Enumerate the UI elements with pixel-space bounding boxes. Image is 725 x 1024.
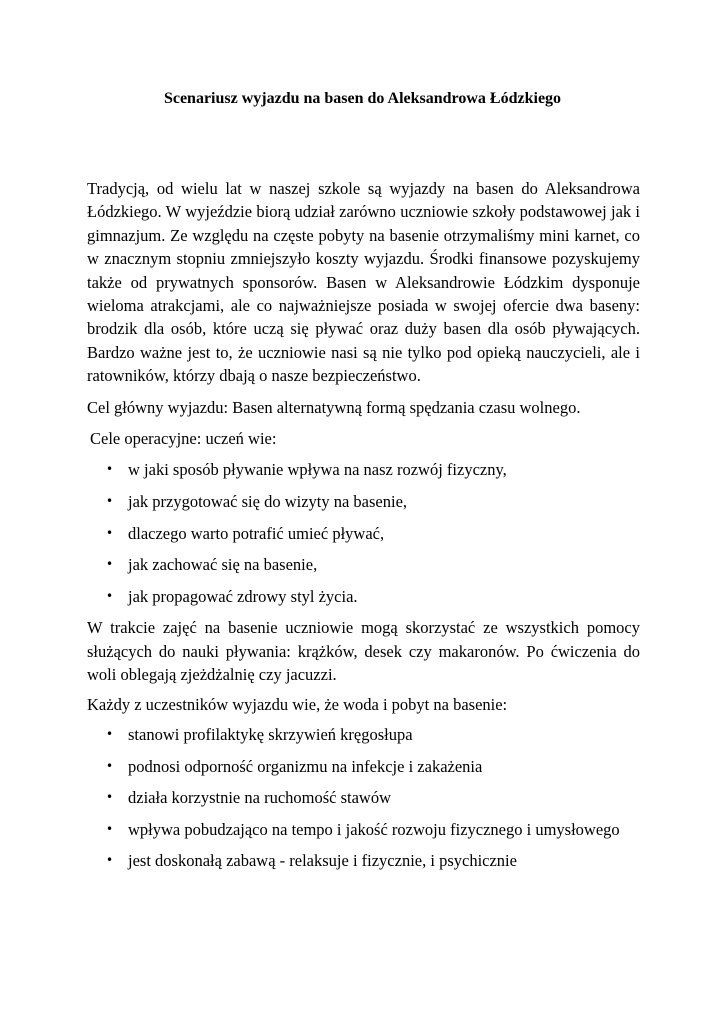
- bullet-icon: •: [106, 462, 114, 477]
- list-item-text: jak propagować zdrowy styl życia.: [128, 586, 358, 606]
- list-item: [87, 818, 640, 841]
- list-item-text: w jaki sposób pływanie wpływa na nasz rozwój fizyczny,: [128, 460, 507, 480]
- list-item-text: stanowi profilaktykę skrzywień kręgosłupa: [128, 725, 413, 745]
- list-item-text: wpływa pobudzająco na tempo i jakość rozwoju fizycznego i umysłowego: [128, 819, 620, 839]
- list-item: [87, 723, 640, 746]
- document-body: [87, 177, 640, 881]
- main-goal-paragraph: Cel główny wyjazdu: Basen alternatywną formą spędzania czasu wolnego.: [87, 397, 581, 417]
- pool-activities-paragraph: W trakcie zajęć na basenie uczniowie mogą skorzystać ze wszystkich pomocy służących do nauki pływania: krążków, desek czy makaronów. Po ćwiczenia do woli oblegają zjeżdżalnię czy jacuzzi.: [87, 618, 640, 685]
- list-item-text: jak przygotować się do wizyty na basenie,: [128, 492, 408, 512]
- list-item-text: jest doskonałą zabawą - relaksuje i fizycznie, i psychicznie: [128, 851, 517, 871]
- list-item: [87, 585, 640, 608]
- list-item: [87, 755, 640, 778]
- bullet-icon: •: [106, 758, 114, 773]
- bullet-icon: •: [106, 588, 114, 603]
- page-title: Scenariusz wyjazdu na basen do Aleksandrowa Łódzkiego: [163, 90, 562, 107]
- bullet-icon: •: [106, 525, 114, 540]
- intro-paragraph: Tradycją, od wielu lat w naszej szkole są wyjazdy na basen do Aleksandrowa Łódzkiego. W wyjeździe biorą udział zarówno uczniowie szkoły podstawowej jak i gimnazjum. Ze względu na częste pobyty na basenie otrzymaliśmy mini karnet, co w znacznym stopniu zmniejszyło koszty wyjazdu. Środki finansowe pozyskujemy także od prywatnych sponsorów. Basen w Aleksandrowie Łódzkim dysponuje wieloma atrakcjami, ale co najważniejsze posiada w swojej ofercie dwa baseny: brodzik dla osób, które uczą się pływać oraz duży basen dla osób pływających. Bardzo ważne jest to, że uczniowie nasi są nie tylko pod opieką nauczycieli, ale i ratowników, którzy dbają o nasze bezpieczeństwo.: [87, 179, 640, 386]
- operational-goals-heading: Cele operacyjne: uczeń wie:: [90, 429, 277, 449]
- bullet-icon: •: [106, 727, 114, 742]
- list-item-text: działa korzystnie na ruchomość stawów: [128, 788, 392, 808]
- list-item: [87, 786, 640, 809]
- bullet-icon: •: [106, 853, 114, 868]
- list-item: [87, 849, 640, 872]
- list-item: [87, 458, 640, 481]
- bullet-icon: •: [106, 790, 114, 805]
- bullet-icon: •: [106, 821, 114, 836]
- list-item: [87, 522, 640, 545]
- benefits-list: [87, 723, 640, 873]
- participants-heading: Każdy z uczestników wyjazdu wie, że woda i pobyt na basenie:: [87, 694, 508, 714]
- list-item: [87, 553, 640, 576]
- bullet-icon: •: [106, 494, 114, 509]
- list-item-text: dlaczego warto potrafić umieć pływać,: [128, 523, 385, 543]
- list-item-text: podnosi odporność organizmu na infekcje i zakażenia: [128, 756, 483, 776]
- bullet-icon: •: [106, 557, 114, 572]
- list-item: [87, 490, 640, 513]
- list-item-text: jak zachować się na basenie,: [128, 555, 318, 575]
- operational-goals-list: [87, 458, 640, 608]
